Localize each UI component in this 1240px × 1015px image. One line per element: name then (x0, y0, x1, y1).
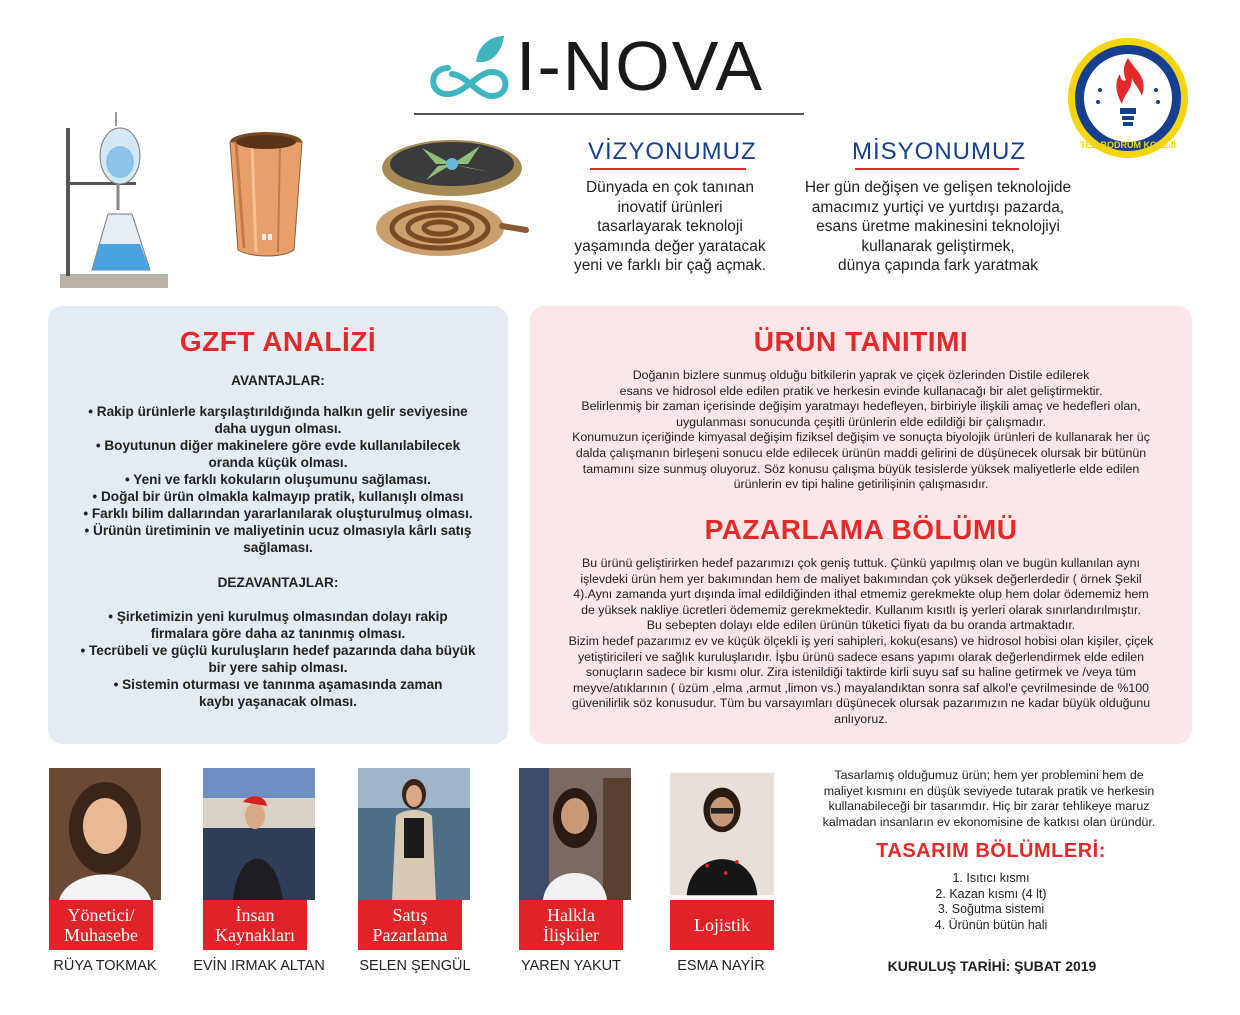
boiler-cylinder-illustration (222, 128, 310, 262)
mission-text: Her gün değişen ve gelişen teknolojide amacımız yurtiçi ve yurtdışı pazarda, esans üretme makinesini teknolojiyi kullanarak geliştirmek, dünya çapında fark yaratmak (804, 179, 1072, 274)
disadvantages-list: • Şirketimizin yeni kurulmuş olmasından dolayı rakip firmalara göre daha az tanınmış olması. • Tecrübeli ve güçlü kuruluşların hedef pazarında daha büyük bir yere sahip olması. • Sistemin oturması ve tanınma aşamasında zaman kaybı yaşanacak olması. (80, 609, 476, 709)
ted-bodrum-emblem (1066, 36, 1190, 160)
member-name: YAREN YAKUT (521, 958, 621, 974)
member-role: Satış Pazarlama (358, 900, 462, 950)
member-name: ESMA NAYİR (677, 958, 765, 974)
member-role: Halkla İlişkiler (519, 900, 623, 950)
disadvantages-heading: DEZAVANTAJLAR: (217, 575, 339, 590)
founded-date: KURULUŞ TARİHİ: ŞUBAT 2019 (887, 958, 1097, 974)
advantages-heading: AVANTAJLAR: (231, 373, 325, 388)
design-parts-list: 1. Isıtıcı kısmı 2. Kazan kısmı (4 lt) 3. Soğutma sistemi 4. Ürünün bütün hali (934, 871, 1048, 932)
marketing-title: PAZARLAMA BÖLÜMÜ (704, 514, 1018, 545)
mission-title: MİSYONUMUZ (852, 138, 1026, 165)
member-photo (358, 768, 470, 900)
vision-text: Dünyada en çok tanınan inovatif ürünleri tasarlayarak teknoloji yaşamında değer yaratacak yeni ve farklı bir çağ açmak. (573, 179, 767, 274)
mission-underline (855, 168, 1019, 170)
brand-name: I-NOVA (516, 27, 764, 105)
leaf-cloud-icon (433, 68, 505, 96)
member-photo (203, 768, 315, 900)
member-photo (519, 768, 631, 900)
advantages-list: • Rakip ürünlerle karşılaştırıldığında halkın gelir seviyesine daha uygun olması. • Boyutunun diğer makinelere göre evde kullanılabilecek oranda küçük olması. • Yeni ve farklı kokuların oluşumunu sağlaması. • Doğal bir ürün olmakla kalmayıp pratik, kullanışlı olması • Farklı bilim dallarından yararlanılarak oluşturulmuş olması. • Ürünün üretiminin ve maliyetinin ucuz olmasıyla kârlı satış sağlaması. (83, 404, 473, 555)
member-role: İnsan Kaynakları (203, 900, 307, 950)
vision-title: VİZYONUMUZ (588, 138, 757, 165)
marketing-text: Bu ürünü geliştirirken hedef pazarımızı çok geniş tuttuk. Çünkü yapılmış olan ve bugün kullanılan aynı işlevdeki ürün hem yer bakımından hem de maliyet bakımından çok yüksek değerlerdedir ( örnek Şekil 4).Aynı zamanda yurt dışında imal edildiğinden ithal etmemiz gerekmekte olup hem dolar ödememiz hem de yüksek nakliye ücretleri ödememiz gerekmektedir. Kullanım kısıtlı iş yerleri olarak sınırlandırılmıştır. Bu sebepten dolayı elde edilen ürünün tüketici fiyatı da bu oranda artmaktadır. Bizim hedef pazarımız ev ve küçük ölçekli iş yeri sahipleri, koku(esans) ve hidrosol hobisi olan kişiler, çiçek yetiştiricileri ve sağlık kuruluşlarıdır. İşbu ürünü sadece esans yapımı olarak değerlendirmek elde edilen sonuçların sadece bir kısmı olur. Zira istenildiği taktirde kirli suyu saf su haline getirmek ve /veya tüm meyve/atıklarının ( üzüm ,elma ,armut ,limon vs.) mayalandıktan sonra saf alkol'e çevrilmesinde de %100 güvenilirlik söz konusudur. Tüm bu varsayımları düşünecek olursak pazarımızın ne kadar büyük olduğunu anlıyoruz. (568, 556, 1154, 726)
team-member (49, 768, 161, 945)
emblem-text: TED BODRUM KOLEJİ (1079, 140, 1177, 150)
vision-underline (590, 168, 746, 170)
gzft-title: GZFT ANALİZİ (179, 326, 377, 357)
member-role: Yönetici/ Muhasebe (49, 900, 153, 950)
leaf-icon (476, 36, 504, 62)
team-member (519, 768, 631, 945)
team-member (358, 768, 470, 945)
cooling-coil-illustration (370, 132, 530, 260)
header-divider (414, 113, 804, 115)
design-intro: Tasarlamış olduğumuz ürün; hem yer problemini hem de maliyet kısmını en düşük seviyede tutarak pratik ve herkesin kullanabileceği bir tasarımdır. Hiç bir zarar tehlikeye maruz kalmadan insanların ev ekonomisine de katkısı olan üründür. (822, 768, 1156, 829)
distillation-flask-illustration (52, 106, 172, 302)
member-name: EVİN IRMAK ALTAN (193, 958, 325, 974)
product-text: Doğanın bizlere sunmuş olduğu bitkilerin yaprak ve çiçek özlerinden Distile edilerek esans ve hidrosol elde edilen pratik ve herkesin evinde kullanacağı bir alet geliştirmektir. Belirlenmiş bir zaman içerisinde değişim yaratmayı hedefleyen, birbiriyle ilişkili amaç ve hedefleri olan, uygulanması sonucunda çeşitli ürünlerin elde edildiği bir çalışmadır. Konumuzun içeriğinde kimyasal değişim fiziksel değişim ve sonuçta biyolojik ürünleri de kullanarak her üç dalda çalışmanın birleşeni sonucu elde edilecek ürünün maddi gelirini de düşünecek olursak bir bütünün tamamını size sunmuş oluyoruz. Söz konusu çalışma büyük tesislerde yüksek maliyetlerle elde edilen ürünlerin ev tipi haline getirilişinin çalışmasıdır. (572, 368, 1150, 492)
team-member (203, 768, 315, 945)
member-role: Lojistik (670, 900, 774, 950)
member-photo (670, 768, 774, 900)
team-member (670, 768, 782, 935)
member-name: SELEN ŞENGÜL (359, 958, 471, 974)
member-name: RÜYA TOKMAK (53, 958, 157, 974)
product-title: ÜRÜN TANITIMI (753, 326, 969, 357)
design-title: TASARIM BÖLÜMLERİ: (876, 840, 1106, 862)
member-photo (49, 768, 161, 900)
